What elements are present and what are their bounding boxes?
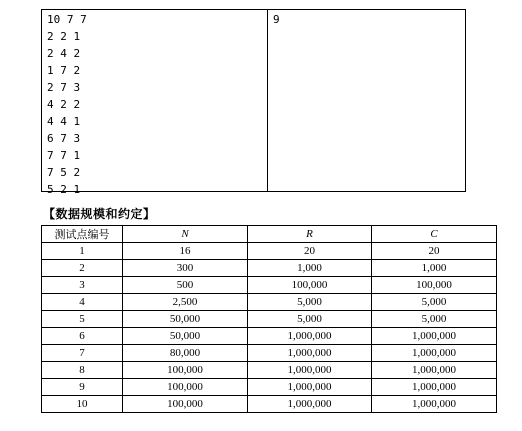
cell-r: 1,000,000 <box>248 362 372 379</box>
cell-test-id: 10 <box>42 396 123 413</box>
table-row <box>42 311 497 328</box>
sample-io-box <box>41 9 466 196</box>
cell-n: 100,000 <box>123 379 248 396</box>
cell-n: 50,000 <box>123 311 248 328</box>
cell-n: 500 <box>123 277 248 294</box>
header-test-id: 测试点编号 <box>42 226 123 243</box>
cell-test-id: 4 <box>42 294 123 311</box>
cell-n: 50,000 <box>123 328 248 345</box>
cell-n: 2,500 <box>123 294 248 311</box>
cell-test-id: 2 <box>42 260 123 277</box>
cell-c: 1,000,000 <box>372 345 497 362</box>
sample-input-line: 6 7 3 <box>47 132 81 145</box>
cell-c: 5,000 <box>372 311 497 328</box>
sample-input-line: 7 5 2 <box>47 166 81 179</box>
cell-c: 20 <box>372 243 497 260</box>
sample-input-line: 2 7 3 <box>47 81 81 94</box>
cell-test-id: 8 <box>42 362 123 379</box>
cell-test-id: 7 <box>42 345 123 362</box>
cell-r: 1,000,000 <box>248 379 372 396</box>
cell-r: 1,000 <box>248 260 372 277</box>
sample-output-panel <box>268 10 465 191</box>
cell-n: 80,000 <box>123 345 248 362</box>
sample-input-line: 7 7 1 <box>47 149 81 162</box>
cell-n: 100,000 <box>123 396 248 413</box>
sample-input-line: 4 2 2 <box>47 98 81 111</box>
table-row <box>42 396 497 413</box>
cell-n: 16 <box>123 243 248 260</box>
sample-input-panel <box>42 10 268 196</box>
cell-n: 300 <box>123 260 248 277</box>
sample-input-line: 1 7 2 <box>47 64 81 77</box>
sample-input-line: 2 2 1 <box>47 30 81 43</box>
table-row <box>42 362 497 379</box>
cell-r: 5,000 <box>248 311 372 328</box>
sample-input-line: 2 4 2 <box>47 47 81 60</box>
table-row <box>42 379 497 396</box>
cell-test-id: 6 <box>42 328 123 345</box>
table-row <box>42 328 497 345</box>
cell-c: 1,000,000 <box>372 379 497 396</box>
cell-test-id: 9 <box>42 379 123 396</box>
table-row <box>42 243 497 260</box>
header-r: R <box>248 226 372 243</box>
cell-c: 1,000,000 <box>372 396 497 413</box>
cell-r: 5,000 <box>248 294 372 311</box>
cell-c: 100,000 <box>372 277 497 294</box>
cell-c: 1,000,000 <box>372 328 497 345</box>
cell-r: 1,000,000 <box>248 396 372 413</box>
cell-r: 1,000,000 <box>248 345 372 362</box>
header-c: C <box>372 226 497 243</box>
cell-test-id: 5 <box>42 311 123 328</box>
cell-test-id: 3 <box>42 277 123 294</box>
header-n: N <box>123 226 248 243</box>
sample-input-line: 10 7 7 <box>47 13 87 26</box>
table-header-row <box>42 226 497 243</box>
table-row <box>42 277 497 294</box>
table-body <box>42 243 497 413</box>
cell-r: 20 <box>248 243 372 260</box>
section-title: 【数据规模和约定】 <box>43 207 156 221</box>
data-scale-table <box>41 225 497 413</box>
cell-n: 100,000 <box>123 362 248 379</box>
cell-test-id: 1 <box>42 243 123 260</box>
cell-c: 1,000,000 <box>372 362 497 379</box>
cell-c: 5,000 <box>372 294 497 311</box>
sample-input-line: 5 2 1 <box>47 183 81 196</box>
cell-r: 100,000 <box>248 277 372 294</box>
sample-output-line: 9 <box>273 13 280 26</box>
cell-r: 1,000,000 <box>248 328 372 345</box>
table-row <box>42 345 497 362</box>
sample-input-line: 4 4 1 <box>47 115 81 128</box>
table-row <box>42 260 497 277</box>
cell-c: 1,000 <box>372 260 497 277</box>
table-row <box>42 294 497 311</box>
